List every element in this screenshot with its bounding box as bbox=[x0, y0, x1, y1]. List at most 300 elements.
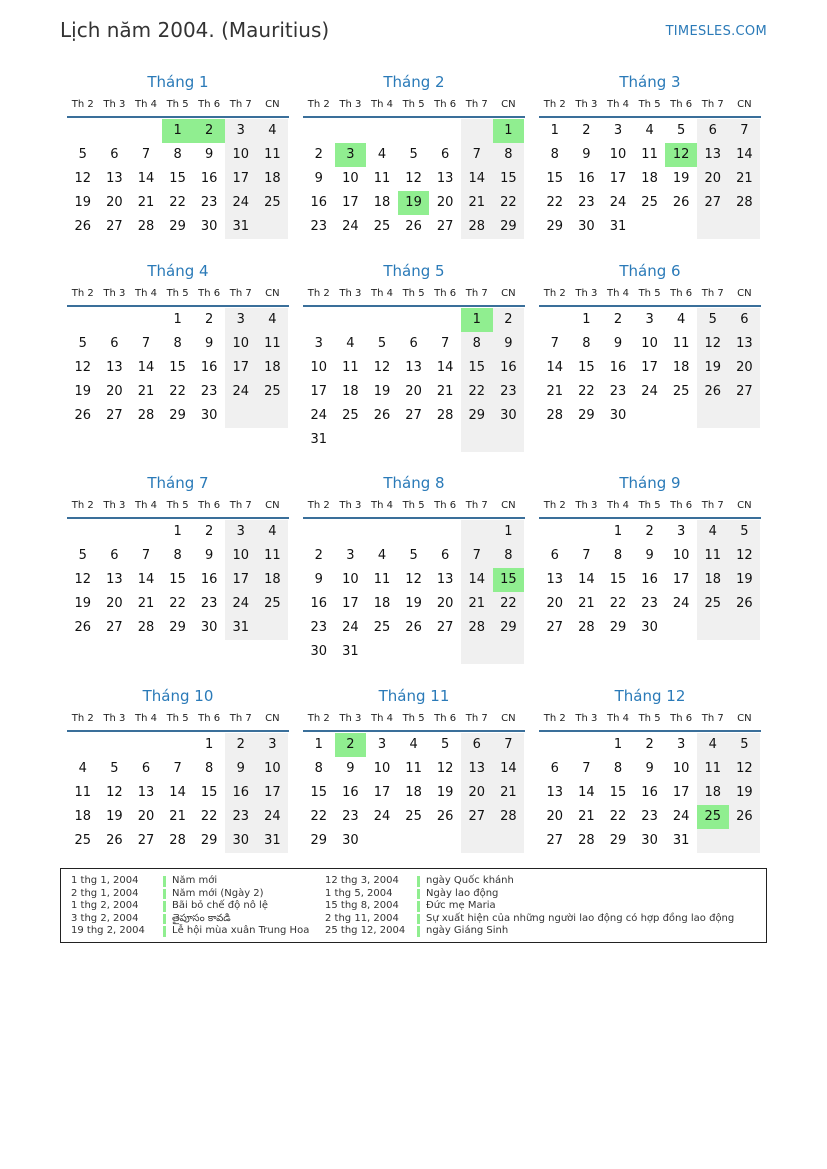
empty-day-cell bbox=[665, 404, 697, 428]
holiday-day-cell: 2 bbox=[193, 119, 225, 143]
weekday-label: Th 4 bbox=[370, 500, 393, 511]
day-cell: 23 bbox=[310, 620, 328, 635]
day-cell: 8 bbox=[173, 147, 182, 162]
day-cell: 3 bbox=[677, 524, 686, 539]
day-cell: 6 bbox=[110, 548, 119, 563]
day-cell: 25 bbox=[373, 219, 391, 234]
empty-day-cell bbox=[398, 428, 430, 452]
day-cell: 26 bbox=[74, 408, 92, 423]
empty-day-cell bbox=[99, 308, 131, 332]
day-cell: 31 bbox=[225, 616, 257, 640]
day-cell: 24 bbox=[641, 384, 658, 399]
day-cell: 20 bbox=[697, 167, 729, 191]
day-cell: 13 bbox=[436, 572, 454, 587]
day-cell: 7 bbox=[141, 548, 151, 563]
weekday-header bbox=[539, 497, 761, 519]
empty-day-cell bbox=[697, 829, 729, 853]
day-grid bbox=[303, 308, 525, 452]
month-calendar bbox=[539, 72, 761, 239]
legend-date: 19 thg 2, 2004 bbox=[71, 925, 145, 936]
day-cell: 14 bbox=[137, 572, 155, 587]
day-cell: 22 bbox=[578, 384, 595, 399]
day-cell: 28 bbox=[578, 833, 595, 848]
day-cell: 17 bbox=[342, 195, 359, 210]
day-cell: 21 bbox=[493, 781, 525, 805]
day-cell: 17 bbox=[641, 360, 658, 375]
day-cell: 26 bbox=[729, 592, 761, 616]
day-cell: 28 bbox=[493, 805, 525, 829]
weekday-label: CN bbox=[737, 288, 752, 299]
day-cell: 26 bbox=[405, 219, 422, 234]
weekday-label: Th 6 bbox=[434, 288, 457, 299]
day-cell: 8 bbox=[582, 336, 591, 351]
day-cell: 28 bbox=[137, 219, 155, 234]
day-cell: 5 bbox=[110, 761, 119, 776]
day-cell: 10 bbox=[225, 332, 257, 356]
day-cell: 30 bbox=[225, 829, 257, 853]
day-cell: 30 bbox=[200, 408, 218, 423]
day-cell: 30 bbox=[200, 219, 218, 234]
day-cell: 1 bbox=[173, 524, 182, 539]
day-grid bbox=[67, 119, 289, 239]
weekday-label: Th 2 bbox=[71, 713, 94, 724]
empty-day-cell bbox=[461, 428, 493, 452]
legend-holiday-name: ngày Giáng Sinh bbox=[426, 925, 509, 936]
empty-day-cell bbox=[398, 520, 430, 544]
empty-day-cell bbox=[99, 520, 131, 544]
day-cell: 25 bbox=[405, 809, 422, 824]
weekday-header bbox=[67, 285, 289, 307]
month-name: Tháng 6 bbox=[619, 262, 681, 280]
weekday-header bbox=[303, 285, 525, 307]
day-cell: 9 bbox=[205, 147, 214, 162]
day-cell: 8 bbox=[173, 548, 182, 563]
day-cell: 24 bbox=[225, 380, 257, 404]
day-cell: 3 bbox=[346, 548, 355, 563]
empty-day-cell bbox=[67, 520, 99, 544]
day-cell: 5 bbox=[729, 520, 761, 544]
empty-day-cell bbox=[429, 428, 461, 452]
weekday-label: Th 2 bbox=[71, 288, 94, 299]
day-cell: 31 bbox=[672, 833, 690, 848]
day-cell: 20 bbox=[436, 596, 454, 611]
day-cell: 7 bbox=[141, 147, 151, 162]
weekday-label: Th 7 bbox=[465, 288, 488, 299]
day-cell: 25 bbox=[74, 833, 92, 848]
day-cell: 16 bbox=[310, 596, 328, 611]
weekday-label: Th 7 bbox=[701, 713, 724, 724]
day-cell: 15 bbox=[310, 785, 328, 800]
day-cell: 13 bbox=[697, 143, 729, 167]
day-cell: 7 bbox=[461, 143, 493, 167]
day-cell: 16 bbox=[578, 171, 595, 186]
weekday-header bbox=[539, 710, 761, 732]
month-name: Tháng 1 bbox=[147, 73, 209, 91]
weekday-label: Th 4 bbox=[606, 99, 629, 110]
day-cell: 6 bbox=[550, 761, 559, 776]
day-cell: 27 bbox=[461, 805, 493, 829]
day-cell: 9 bbox=[314, 171, 323, 186]
day-cell: 29 bbox=[200, 833, 218, 848]
day-cell: 8 bbox=[493, 544, 525, 568]
day-cell: 2 bbox=[314, 147, 323, 162]
day-cell: 19 bbox=[74, 195, 92, 210]
day-grid bbox=[539, 733, 761, 853]
holiday-day-cell: 3 bbox=[335, 143, 367, 167]
month-calendar bbox=[303, 473, 525, 664]
day-cell: 22 bbox=[169, 596, 186, 611]
day-cell: 23 bbox=[310, 219, 328, 234]
holiday-marker bbox=[417, 876, 420, 887]
weekday-label: Th 3 bbox=[575, 288, 598, 299]
day-cell: 16 bbox=[225, 781, 257, 805]
holiday-day-cell: 1 bbox=[461, 308, 493, 332]
empty-day-cell bbox=[366, 829, 398, 853]
day-cell: 24 bbox=[342, 620, 359, 635]
weekday-label: Th 3 bbox=[575, 713, 598, 724]
day-cell: 1 bbox=[613, 737, 623, 752]
month-name: Tháng 9 bbox=[619, 474, 681, 492]
month-name: Tháng 8 bbox=[383, 474, 445, 492]
day-cell: 18 bbox=[342, 384, 359, 399]
day-cell: 7 bbox=[582, 548, 591, 563]
day-cell: 22 bbox=[169, 384, 186, 399]
weekday-label: CN bbox=[737, 713, 752, 724]
day-cell: 24 bbox=[373, 809, 391, 824]
empty-day-cell bbox=[366, 428, 398, 452]
empty-day-cell bbox=[303, 520, 335, 544]
day-cell: 2 bbox=[205, 524, 214, 539]
day-cell: 3 bbox=[377, 737, 387, 752]
day-cell: 11 bbox=[672, 336, 690, 351]
holiday-day-cell: 2 bbox=[335, 733, 367, 757]
day-cell: 18 bbox=[405, 785, 422, 800]
day-cell: 28 bbox=[137, 408, 155, 423]
day-cell: 21 bbox=[578, 596, 595, 611]
weekday-label: Th 5 bbox=[166, 500, 189, 511]
empty-day-cell bbox=[398, 119, 430, 143]
day-cell: 15 bbox=[578, 360, 595, 375]
legend-holiday-name: Sự xuất hiện của những người lao động có hợp đồng lao động bbox=[426, 912, 735, 924]
weekday-label: Th 2 bbox=[71, 500, 94, 511]
day-cell: 7 bbox=[173, 761, 182, 776]
empty-day-cell bbox=[493, 640, 525, 664]
empty-day-cell bbox=[67, 119, 99, 143]
day-cell: 24 bbox=[609, 195, 627, 210]
day-cell: 23 bbox=[342, 809, 359, 824]
empty-day-cell bbox=[398, 829, 430, 853]
empty-day-cell bbox=[461, 119, 493, 143]
weekday-label: Th 6 bbox=[434, 713, 457, 724]
day-cell: 12 bbox=[373, 360, 391, 375]
day-cell: 8 bbox=[173, 336, 182, 351]
weekday-label: CN bbox=[501, 99, 516, 110]
empty-day-cell bbox=[67, 308, 99, 332]
weekday-label: Th 5 bbox=[638, 288, 661, 299]
day-cell: 14 bbox=[436, 360, 454, 375]
weekday-label: CN bbox=[265, 288, 280, 299]
day-cell: 4 bbox=[78, 761, 87, 776]
day-cell: 15 bbox=[546, 171, 564, 186]
empty-day-cell bbox=[461, 520, 493, 544]
day-cell: 21 bbox=[461, 191, 493, 215]
day-cell: 15 bbox=[200, 785, 218, 800]
weekday-label: CN bbox=[265, 713, 280, 724]
month-calendar bbox=[303, 686, 525, 853]
day-cell: 9 bbox=[645, 761, 654, 776]
day-cell: 15 bbox=[169, 360, 186, 375]
day-cell: 11 bbox=[405, 761, 422, 776]
holiday-day-cell: 1 bbox=[493, 119, 525, 143]
day-cell: 28 bbox=[578, 620, 595, 635]
weekday-label: Th 3 bbox=[103, 99, 126, 110]
empty-day-cell bbox=[539, 520, 571, 544]
day-cell: 26 bbox=[697, 380, 729, 404]
weekday-header bbox=[303, 710, 525, 732]
day-cell: 10 bbox=[672, 761, 690, 776]
weekday-header bbox=[303, 96, 525, 118]
day-cell: 9 bbox=[645, 548, 654, 563]
weekday-label: Th 7 bbox=[701, 288, 724, 299]
day-cell: 24 bbox=[225, 592, 257, 616]
weekday-label: Th 6 bbox=[198, 99, 221, 110]
day-cell: 2 bbox=[645, 524, 654, 539]
weekday-label: Th 3 bbox=[339, 500, 362, 511]
month-calendar bbox=[303, 72, 525, 239]
day-cell: 12 bbox=[106, 785, 123, 800]
day-cell: 2 bbox=[613, 312, 623, 327]
weekday-label: Th 6 bbox=[670, 288, 693, 299]
day-cell: 14 bbox=[461, 167, 493, 191]
day-cell: 8 bbox=[550, 147, 559, 162]
day-cell: 12 bbox=[729, 544, 761, 568]
day-cell: 27 bbox=[436, 620, 454, 635]
day-cell: 22 bbox=[310, 809, 328, 824]
empty-day-cell bbox=[67, 733, 99, 757]
day-cell: 27 bbox=[405, 408, 422, 423]
day-cell: 21 bbox=[546, 384, 564, 399]
day-cell: 14 bbox=[461, 568, 493, 592]
day-cell: 5 bbox=[697, 308, 729, 332]
day-cell: 25 bbox=[697, 592, 729, 616]
weekday-label: Th 5 bbox=[166, 288, 189, 299]
day-cell: 7 bbox=[461, 544, 493, 568]
legend-date: 2 thg 11, 2004 bbox=[325, 912, 399, 924]
holiday-marker bbox=[163, 914, 166, 925]
empty-day-cell bbox=[130, 520, 162, 544]
weekday-label: CN bbox=[501, 713, 516, 724]
day-cell: 11 bbox=[641, 147, 658, 162]
day-cell: 27 bbox=[436, 219, 454, 234]
empty-day-cell bbox=[366, 119, 398, 143]
day-cell: 3 bbox=[677, 737, 686, 752]
day-cell: 28 bbox=[169, 833, 186, 848]
legend-item bbox=[71, 875, 309, 888]
brand-link[interactable]: TIMESLES.COM bbox=[665, 24, 767, 39]
empty-day-cell bbox=[697, 616, 729, 640]
empty-day-cell bbox=[634, 215, 666, 239]
day-cell: 9 bbox=[493, 332, 525, 356]
day-cell: 20 bbox=[106, 384, 123, 399]
day-cell: 30 bbox=[609, 408, 627, 423]
day-cell: 10 bbox=[225, 544, 257, 568]
day-cell: 7 bbox=[550, 336, 559, 351]
day-cell: 25 bbox=[641, 195, 658, 210]
day-cell: 25 bbox=[257, 592, 289, 616]
day-cell: 14 bbox=[729, 143, 761, 167]
day-cell: 9 bbox=[205, 336, 214, 351]
day-cell: 12 bbox=[405, 572, 422, 587]
weekday-label: Th 6 bbox=[198, 288, 221, 299]
day-cell: 16 bbox=[200, 171, 218, 186]
legend-item bbox=[71, 913, 309, 926]
weekday-label: Th 3 bbox=[103, 500, 126, 511]
month-calendar bbox=[67, 72, 289, 239]
empty-day-cell bbox=[303, 119, 335, 143]
day-cell: 6 bbox=[441, 147, 450, 162]
day-cell: 22 bbox=[493, 592, 525, 616]
empty-day-cell bbox=[665, 215, 697, 239]
day-cell: 25 bbox=[342, 408, 359, 423]
weekday-label: Th 4 bbox=[606, 500, 629, 511]
day-cell: 18 bbox=[257, 568, 289, 592]
weekday-label: Th 6 bbox=[670, 99, 693, 110]
weekday-label: Th 2 bbox=[307, 288, 330, 299]
weekday-label: Th 5 bbox=[166, 99, 189, 110]
day-cell: 26 bbox=[74, 620, 92, 635]
day-cell: 1 bbox=[550, 123, 559, 138]
empty-day-cell bbox=[366, 640, 398, 664]
legend-date: 25 thg 12, 2004 bbox=[325, 925, 406, 936]
legend-column-left bbox=[71, 875, 309, 938]
day-cell: 15 bbox=[493, 167, 525, 191]
holiday-marker bbox=[163, 926, 166, 937]
holiday-day-cell: 25 bbox=[697, 805, 729, 829]
day-cell: 12 bbox=[74, 171, 92, 186]
day-cell: 11 bbox=[342, 360, 359, 375]
day-cell: 2 bbox=[582, 123, 591, 138]
weekday-header bbox=[539, 285, 761, 307]
day-cell: 25 bbox=[373, 620, 391, 635]
day-cell: 29 bbox=[169, 620, 186, 635]
day-cell: 7 bbox=[441, 336, 450, 351]
day-cell: 29 bbox=[169, 408, 186, 423]
legend-holiday-name: ngày Quốc khánh bbox=[426, 875, 514, 886]
holiday-marker bbox=[417, 901, 420, 912]
day-cell: 8 bbox=[314, 761, 323, 776]
day-cell: 4 bbox=[377, 548, 387, 563]
holiday-day-cell: 19 bbox=[398, 191, 430, 215]
day-cell: 23 bbox=[641, 596, 658, 611]
day-cell: 15 bbox=[169, 572, 186, 587]
day-cell: 5 bbox=[377, 336, 387, 351]
weekday-label: Th 4 bbox=[606, 288, 629, 299]
day-cell: 13 bbox=[461, 757, 493, 781]
legend-item bbox=[325, 888, 734, 901]
empty-day-cell bbox=[429, 308, 461, 332]
day-cell: 11 bbox=[257, 544, 289, 568]
empty-day-cell bbox=[729, 616, 761, 640]
day-cell: 8 bbox=[613, 761, 623, 776]
day-cell: 10 bbox=[641, 336, 658, 351]
day-cell: 20 bbox=[436, 195, 454, 210]
day-cell: 23 bbox=[200, 596, 218, 611]
day-cell: 27 bbox=[137, 833, 155, 848]
legend-holiday-name: Ngày lao động bbox=[426, 887, 499, 899]
day-grid bbox=[303, 733, 525, 853]
day-cell: 16 bbox=[641, 785, 658, 800]
day-cell: 17 bbox=[672, 572, 690, 587]
day-cell: 13 bbox=[137, 785, 155, 800]
day-cell: 30 bbox=[200, 620, 218, 635]
empty-day-cell bbox=[335, 428, 367, 452]
legend-date: 1 thg 1, 2004 bbox=[71, 875, 139, 886]
empty-day-cell bbox=[366, 520, 398, 544]
day-cell: 20 bbox=[106, 195, 123, 210]
day-cell: 8 bbox=[205, 761, 214, 776]
day-cell: 20 bbox=[106, 596, 123, 611]
day-cell: 27 bbox=[106, 408, 123, 423]
weekday-label: Th 7 bbox=[701, 500, 724, 511]
day-cell: 24 bbox=[257, 805, 289, 829]
empty-day-cell bbox=[665, 616, 697, 640]
weekday-label: Th 5 bbox=[638, 713, 661, 724]
day-cell: 16 bbox=[200, 572, 218, 587]
empty-day-cell bbox=[429, 829, 461, 853]
day-cell: 16 bbox=[310, 195, 328, 210]
weekday-label: Th 3 bbox=[103, 713, 126, 724]
day-cell: 21 bbox=[461, 592, 493, 616]
empty-day-cell bbox=[335, 119, 367, 143]
day-cell: 5 bbox=[409, 548, 418, 563]
day-cell: 29 bbox=[493, 616, 525, 640]
empty-day-cell bbox=[335, 520, 367, 544]
day-cell: 19 bbox=[74, 596, 92, 611]
day-cell: 19 bbox=[436, 785, 454, 800]
weekday-label: Th 5 bbox=[402, 500, 425, 511]
weekday-label: Th 5 bbox=[402, 713, 425, 724]
day-cell: 7 bbox=[582, 761, 591, 776]
empty-day-cell bbox=[257, 404, 289, 428]
day-cell: 27 bbox=[729, 380, 761, 404]
day-cell: 24 bbox=[672, 809, 690, 824]
legend-date: 1 thg 5, 2004 bbox=[325, 887, 393, 899]
day-cell: 19 bbox=[729, 568, 761, 592]
month-name: Tháng 7 bbox=[147, 474, 209, 492]
day-cell: 11 bbox=[257, 143, 289, 167]
legend-column-right bbox=[325, 875, 734, 938]
holiday-day-cell: 15 bbox=[493, 568, 525, 592]
weekday-label: Th 6 bbox=[434, 500, 457, 511]
weekday-label: Th 7 bbox=[229, 288, 252, 299]
empty-day-cell bbox=[366, 308, 398, 332]
day-cell: 18 bbox=[373, 195, 391, 210]
weekday-header bbox=[67, 497, 289, 519]
empty-day-cell bbox=[493, 428, 525, 452]
empty-day-cell bbox=[429, 119, 461, 143]
weekday-label: Th 2 bbox=[71, 99, 94, 110]
empty-day-cell bbox=[162, 733, 194, 757]
day-cell: 3 bbox=[225, 119, 257, 143]
month-calendar bbox=[67, 261, 289, 428]
day-cell: 22 bbox=[609, 596, 627, 611]
day-grid bbox=[539, 308, 761, 428]
day-cell: 14 bbox=[546, 360, 564, 375]
month-calendar bbox=[67, 686, 289, 853]
day-cell: 2 bbox=[493, 308, 525, 332]
day-cell: 19 bbox=[106, 809, 123, 824]
day-cell: 18 bbox=[641, 171, 658, 186]
